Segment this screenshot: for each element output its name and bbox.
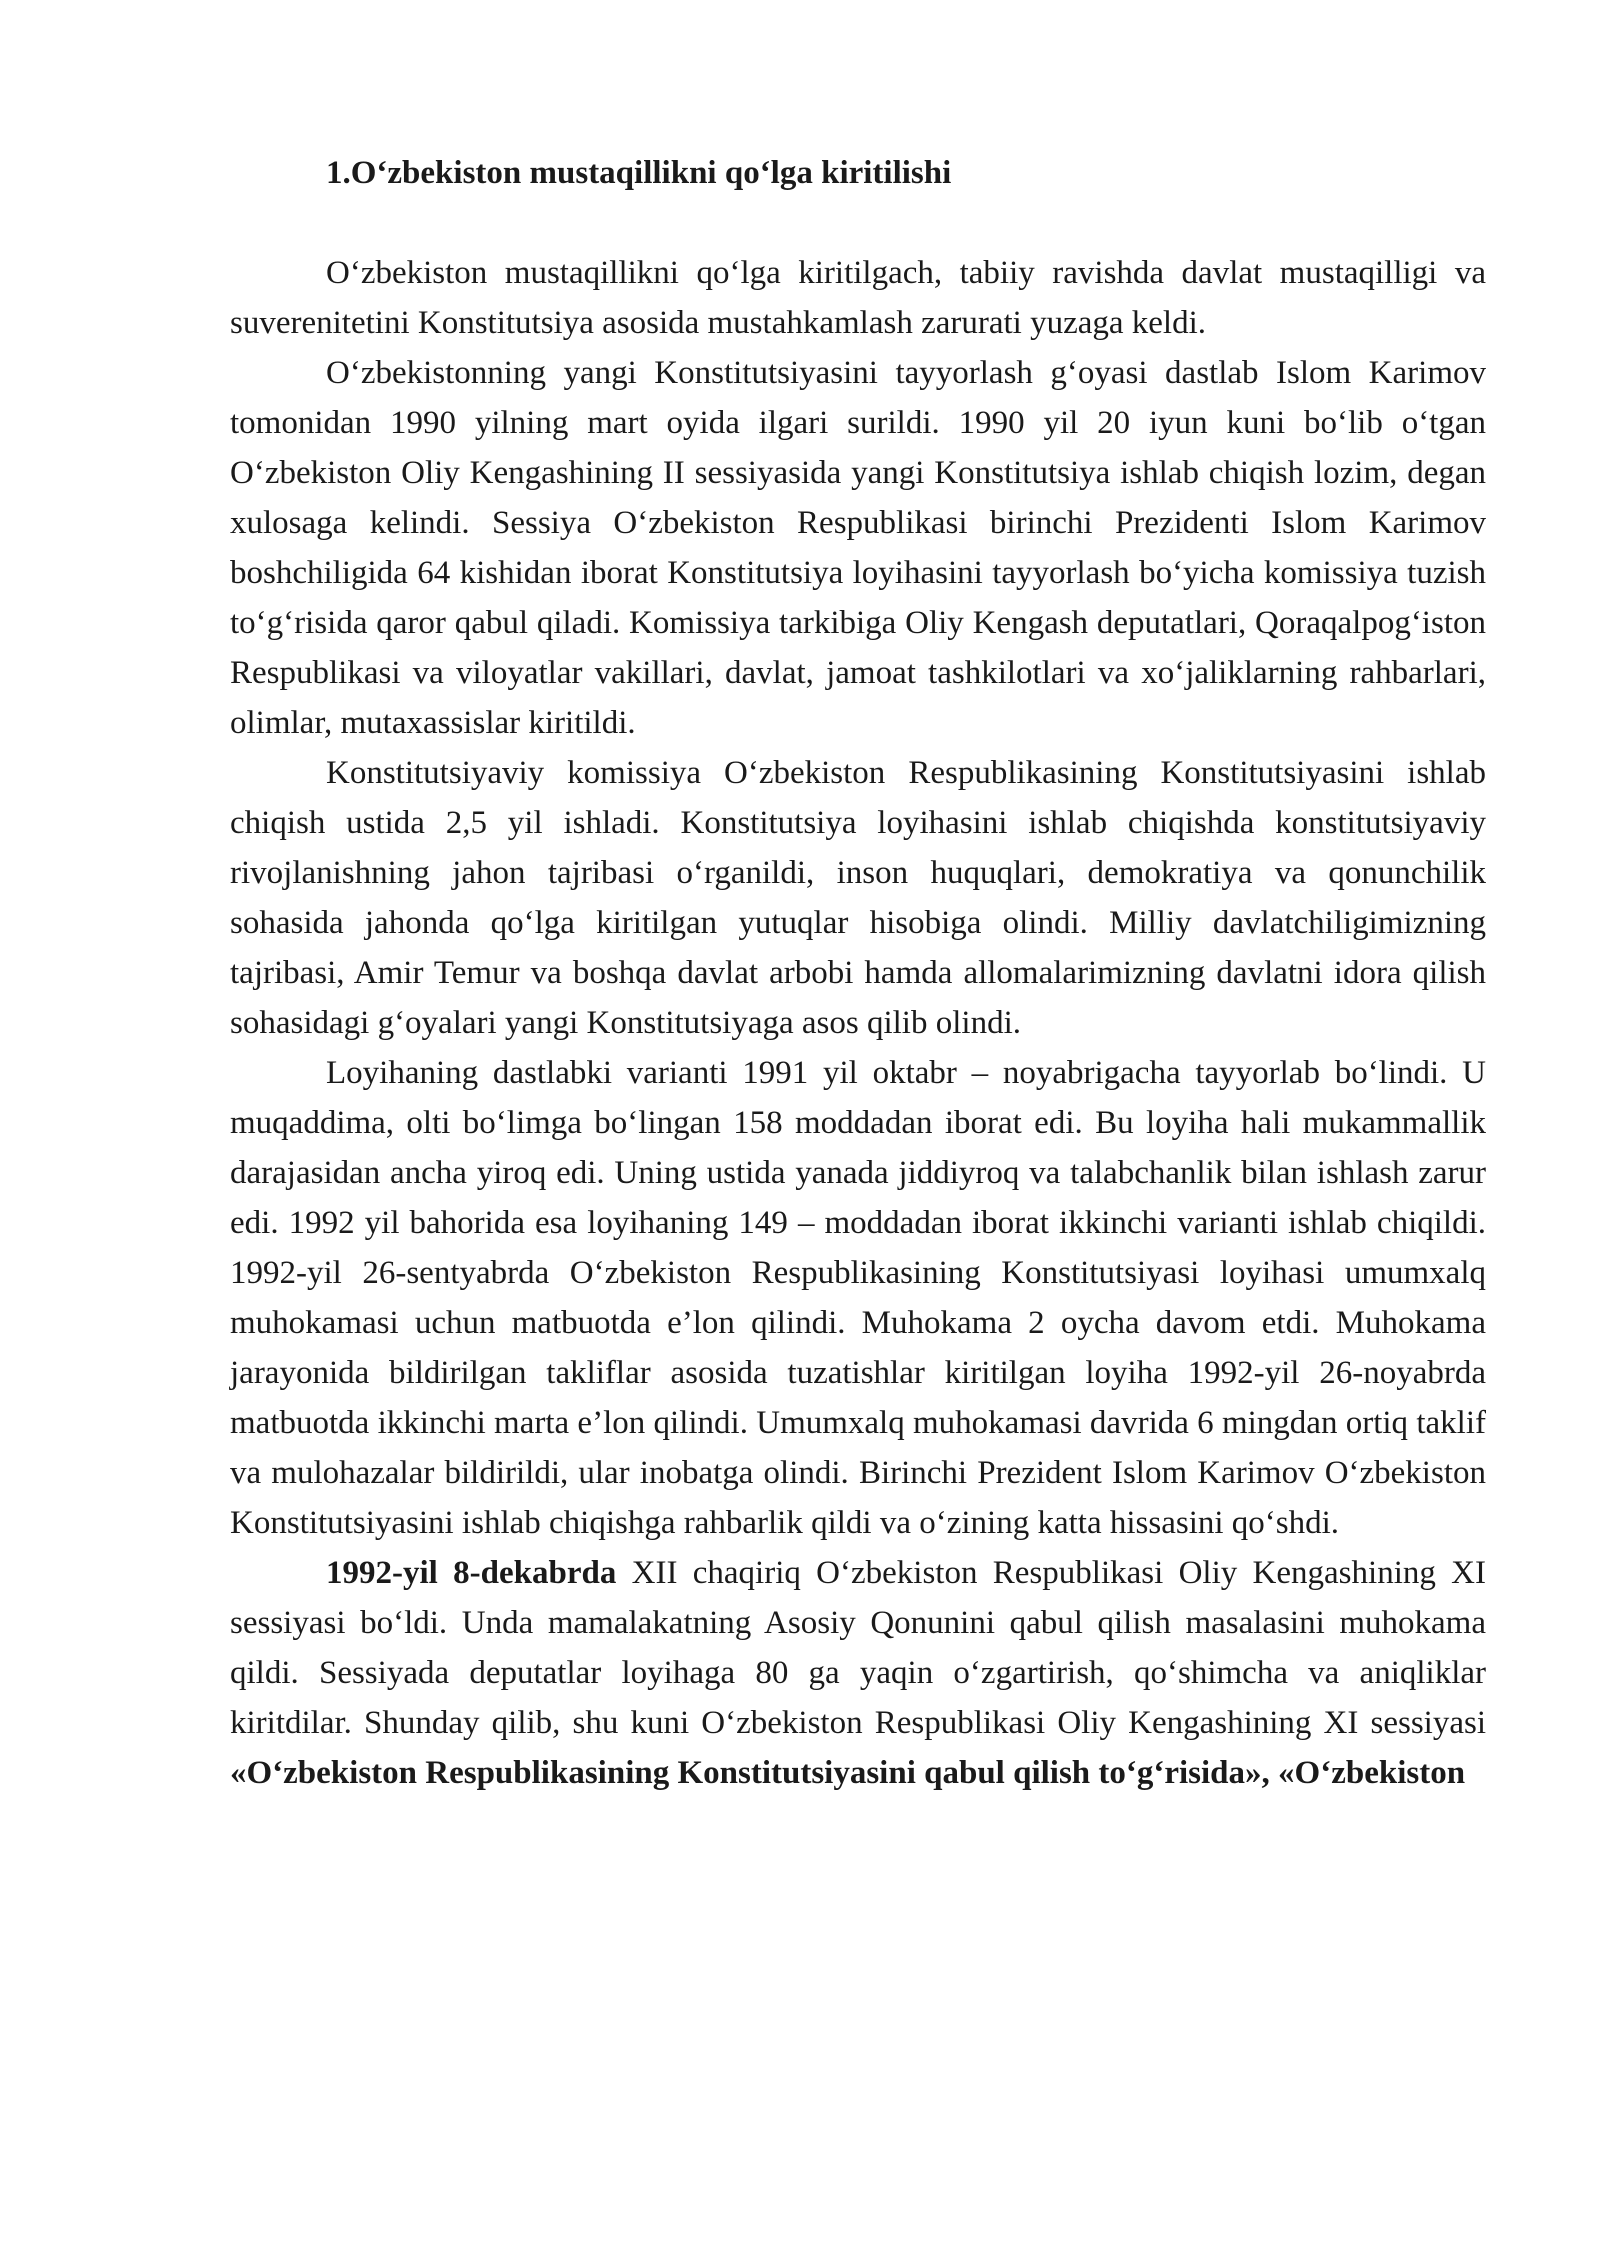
paragraph-2: O‘zbekistonning yangi Konstitutsiyasini tayyorlash g‘oyasi dastlab Islom Karimov tomonidan 1990 yilning mart oyida ilgari surildi. 1990 yil 20 iyun kuni bo‘lib o‘tgan O‘zbekiston Oliy Kengashining II sessiyasida yangi Konstitutsiya ishlab chiqish lozim, degan xulosaga kelindi. Sessiya O‘zbekiston Respublikasi birinchi Prezidenti Islom Karimov boshchiligida 64 kishidan iborat Konstitutsiya loyihasini tayyorlash bo‘yicha komissiya tuzish to‘g‘risida qaror qabul qiladi. Komissiya tarkibiga Oliy Kengash deputatlari, Qoraqalpog‘iston Respublikasi va viloyatlar vakillari, davlat, jamoat tashkilotlari va xo‘jaliklarning rahbarlari, olimlar, mutaxassislar kiritildi. — [230, 355, 1486, 741]
paragraph-3: Konstitutsiyaviy komissiya O‘zbekiston Respublikasining Konstitutsiyasini ishlab chiqish ustida 2,5 yil ishladi. Konstitutsiya loyihasini ishlab chiqishda konstitutsiyaviy rivojlanishning jahon tajribasi o‘rganildi, inson huquqlari, demokratiya va qonunchilik sohasida jahonda qo‘lga kiritilgan yutuqlar hisobiga olindi. Milliy davlatchiligimizning tajribasi, Amir Temur va boshqa davlat arbobi hamda allomalarimizning davlatni idora qilish sohasidagi g‘oyalari yangi Konstitutsiyaga asos qilib olindi. — [230, 755, 1486, 1041]
section-heading: 1.O‘zbekiston mustaqillikni qo‘lga kiritilishi — [326, 155, 952, 191]
paragraph-5-text: XII chaqiriq O‘zbekiston Respublikasi Oliy Kengashining XI sessiyasi bo‘ldi. Unda mamalakatning Asosiy Qonunini qabul qilish masalasini muhokama qildi. Sessiyada deputatlar loyihaga 80 ga yaqin o‘zgartirish, qo‘shimcha va aniqliklar kiritdilar. Shunday qilib, shu kuni O‘zbekiston Respublikasi Oliy Kengashining XI sessiyasi — [230, 1555, 1486, 1741]
paragraph-1: O‘zbekiston mustaqillikni qo‘lga kiritilgach, tabiiy ravishda davlat mustaqilligi va suverenitetini Konstitutsiya asosida mustahkamlash zarurati yuzaga keldi. — [230, 255, 1486, 341]
paragraph-5-bold-date: 1992-yil 8-dekabrda — [326, 1555, 617, 1591]
paragraph-5-bold-title: «O‘zbekiston Respublikasining Konstitutsiyasini qabul qilish to‘g‘risida», «O‘zbekiston — [230, 1755, 1466, 1791]
paragraph-4: Loyihaning dastlabki varianti 1991 yil oktabr – noyabrigacha tayyorlab bo‘lindi. U muqaddima, olti bo‘limga bo‘lingan 158 moddadan iborat edi. Bu loyiha hali mukammallik darajasidan ancha yiroq edi. Uning ustida yanada jiddiyroq va talabchanlik bilan ishlash zarur edi. 1992 yil bahorida esa loyihaning 149 – moddadan iborat ikkinchi varianti ishlab chiqildi. 1992-yil 26-sentyabrda O‘zbekiston Respublikasining Konstitutsiyasi loyihasi umumxalq muhokamasi uchun matbuotda e’lon qilindi. Muhokama 2 oycha davom etdi. Muhokama jarayonida bildirilgan takliflar asosida tuzatishlar kiritilgan loyiha 1992-yil 26-noyabrda matbuotda ikkinchi marta e’lon qilindi. Umumxalq muhokamasi davrida 6 mingdan ortiq taklif va mulohazalar bildirildi, ular inobatga olindi. Birinchi Prezident Islom Karimov O‘zbekiston Konstitutsiyasini ishlab chiqishga rahbarlik qildi va o‘zining katta hissasini qo‘shdi. — [230, 1055, 1486, 1541]
paragraph-5 — [230, 1548, 1486, 1798]
document-page — [230, 148, 1486, 1798]
